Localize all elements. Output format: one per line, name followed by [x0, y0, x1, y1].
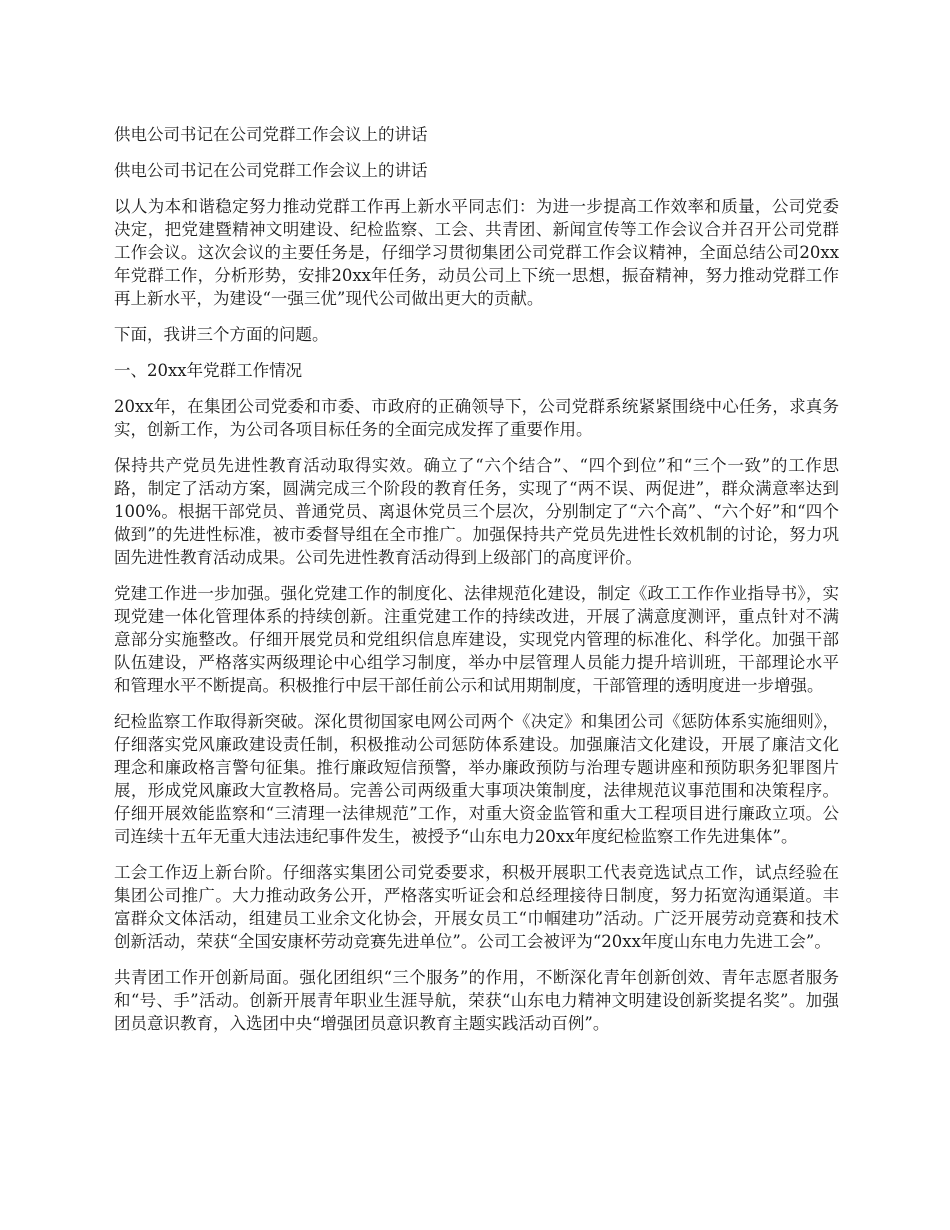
paragraph-youth-league: 共青团工作开创新局面。强化团组织“三个服务”的作用，不断深化青年创新创效、青年志愿者服务和“号、手”活动。创新开展青年职业生涯导航，荣获“山东电力精神文明建设创新奖提名奖”。加强团员意识教育，入选团中央“增强团员意识教育主题实践活动百例”。	[114, 968, 839, 1033]
document-body	[114, 123, 839, 1048]
document-title: 供电公司书记在公司党群工作会议上的讲话	[114, 125, 428, 144]
paragraph-party-building: 党建工作进一步加强。强化党建工作的制度化、法律规范化建设，制定《政工工作作业指导书》，实现党建一体化管理体系的持续创新。注重党建工作的持续改进，开展了满意度测评，重点针对不满意部分实施整改。仔细开展党员和党组织信息库建设，实现党内管理的标准化、科学化。加强干部队伍建设，严格落实两级理论中心组学习制度，举办中层管理人员能力提升培训班，干部理论水平和管理水平不断提高。积极推行中层干部任前公示和试用期制度，干部管理的透明度进一步增强。	[114, 584, 839, 695]
paragraph-union: 工会工作迈上新台阶。仔细落实集团公司党委要求，积极开展职工代表竞选试点工作，试点经验在集团公司推广。大力推动政务公开，严格落实听证会和总经理接待日制度，努力拓宽沟通渠道。丰富群众文体活动，组建员工业余文化协会，开展女员工“巾帼建功”活动。广泛开展劳动竞赛和技术创新活动，荣获“全国安康杯劳动竞赛先进单位”。公司工会被评为“20xx年度山东电力先进工会”。	[114, 863, 839, 951]
paragraph-overview: 20xx年，在集团公司党委和市委、市政府的正确领导下，公司党群系统紧紧围绕中心任务，求真务实，创新工作，为公司各项目标任务的全面完成发挥了重要作用。	[114, 397, 839, 439]
paragraph-opening: 以人为本和谐稳定努力推动党群工作再上新水平同志们：为进一步提高工作效率和质量，公司党委决定，把党建暨精神文明建设、纪检监察、工会、共青团、新闻宣传等工作会议合并召开公司党群工作会议。这次会议的主要任务是，仔细学习贯彻集团公司党群工作会议精神，全面总结公司20xx年党群工作，分析形势，安排20xx年任务，动员公司上下统一思想，振奋精神，努力推动党群工作再上新水平，为建设“一强三优”现代公司做出更大的贡献。	[114, 197, 839, 308]
paragraph-outline: 下面，我讲三个方面的问题。	[114, 325, 329, 344]
paragraph-education: 保持共产党员先进性教育活动取得实效。确立了“六个结合”、“四个到位”和“三个一致”的工作思路，制定了活动方案，圆满完成三个阶段的教育任务，实现了“两不误、两促进”，群众满意率达到100%。根据干部党员、普通党员、离退休党员三个层次，分别制定了“六个高”、“六个好”和“四个做到”的先进性标准，被市委督导组在全市推广。加强保持共产党员先进性长效机制的讨论，努力巩固先进性教育活动成果。公司先进性教育活动得到上级部门的高度评价。	[114, 456, 839, 567]
paragraph-discipline: 纪检监察工作取得新突破。深化贯彻国家电网公司两个《决定》和集团公司《惩防体系实施细则》，仔细落实党风廉政建设责任制，积极推动公司惩防体系建设。加强廉洁文化建设，开展了廉洁文化理念和廉政格言警句征集。推行廉政短信预警，举办廉政预防与治理专题讲座和预防职务犯罪图片展，形成党风廉政大宣教格局。完善公司两级重大事项决策制度，法律规范议事范围和决策程序。仔细开展效能监察和“三清理一法律规范”工作，对重大资金监管和重大工程项目进行廉政立项。公司连续十五年无重大违法违纪事件发生，被授予“山东电力20xx年度纪检监察工作先进集体”。	[114, 712, 839, 846]
section-heading: 一、20xx年党群工作情况	[114, 361, 303, 380]
document-subtitle: 供电公司书记在公司党群工作会议上的讲话	[114, 161, 428, 180]
